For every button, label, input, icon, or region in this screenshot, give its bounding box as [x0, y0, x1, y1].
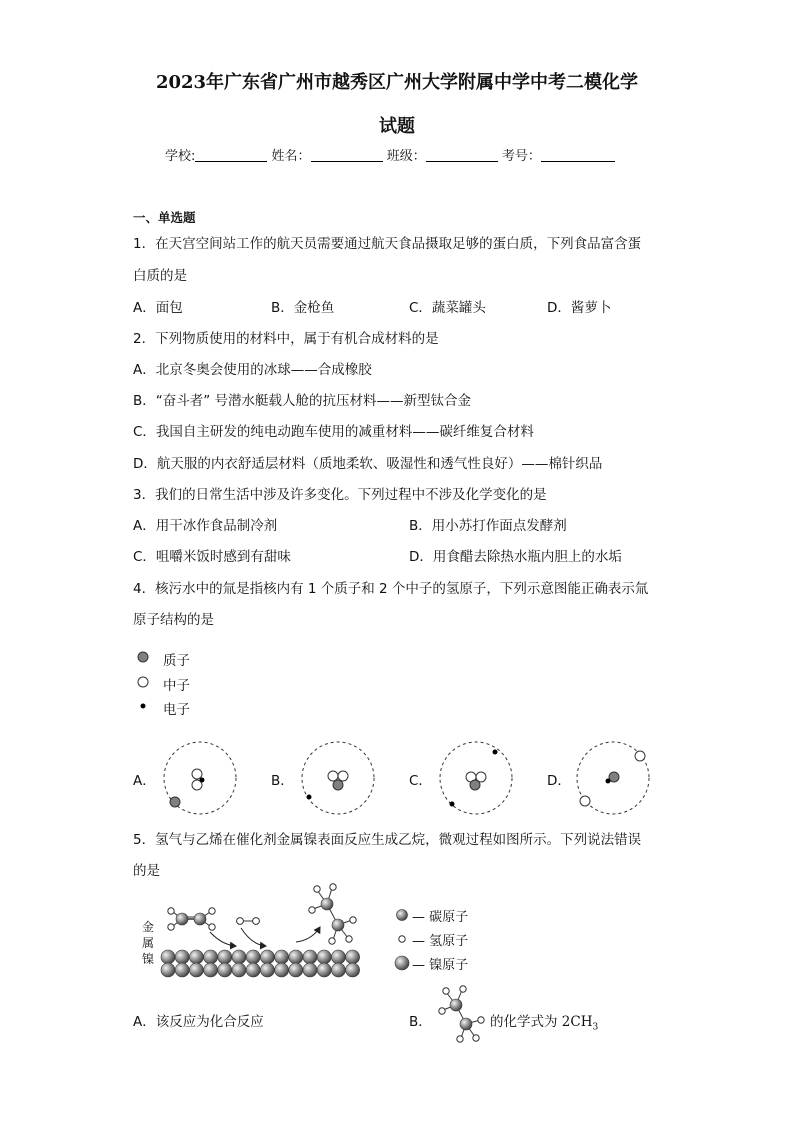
q1-stem-line1: 1．在天宫空间站工作的航天员需要通过航天食品摄取足够的蛋白质，下列食品富含蛋 [133, 236, 642, 252]
q4-option-c-label: C． [409, 773, 432, 789]
legend-hydrogen-label: — 氢原子 [412, 934, 469, 949]
hydrogen-atom-symbol [399, 936, 405, 942]
nickel-atom [260, 950, 274, 964]
nickel-atom [175, 950, 189, 964]
carbon-atom-symbol [397, 910, 408, 921]
nickel-atom [260, 963, 274, 977]
q3-option-d: D．用食醋去除热水瓶内胆上的水垢 [409, 549, 622, 565]
hydrogen-molecule [237, 918, 260, 925]
nickel-atom [331, 950, 345, 964]
q2-option-a: A．北京冬奥会使用的冰球——合成橡胶 [133, 362, 372, 378]
legend-carbon-label: — 碳原子 [412, 910, 469, 925]
nickel-atom [275, 963, 289, 977]
q1-option-b: B．金枪鱼 [271, 300, 335, 316]
q1-option-d: D．酱萝卜 [547, 300, 612, 316]
q3-stem: 3．我们的日常生活中涉及许多变化。下列过程中不涉及化学变化的是 [133, 487, 547, 503]
ethylene-molecule [168, 908, 215, 930]
q5-option-b-label: B． [409, 1014, 432, 1030]
nickel-atom [289, 950, 303, 964]
nickel-atom [189, 963, 203, 977]
nickel-atom [161, 963, 175, 977]
q3-option-a: A．用干冰作食品制冷剂 [133, 518, 278, 534]
nickel-atom [189, 950, 203, 964]
q2-stem: 2．下列物质使用的材料中，属于有机合成材料的是 [133, 331, 439, 347]
legend-neutron-label: 中子 [163, 678, 190, 694]
legend-nickel-label: — 镍原子 [412, 958, 469, 973]
nickel-atom [232, 950, 246, 964]
reaction-arrow [210, 932, 236, 946]
reaction-arrow [241, 928, 266, 946]
nickel-atom [317, 963, 331, 977]
q5-stem-line1: 5．氢气与乙烯在催化剂金属镍表面反应生成乙烷，微观过程如图所示。下列说法错误 [133, 832, 642, 848]
name-label: 姓名： [271, 149, 311, 164]
q4-option-d-label: D． [547, 773, 571, 789]
formula-subscript: 3 [592, 1022, 599, 1033]
nickel-atom [246, 963, 260, 977]
nickel-atom [232, 963, 246, 977]
q3-option-b: B．用小苏打作面点发酵剂 [409, 518, 567, 534]
nickel-atom [175, 963, 189, 977]
reaction-arrow [296, 927, 320, 942]
q2-option-c: C．我国自主研发的纯电动跑车使用的减重材料——碳纤维复合材料 [133, 424, 534, 440]
exam-number-label: 考号： [501, 149, 541, 164]
section-title: 一、单选题 [133, 210, 196, 225]
q1-option-c: C．蔬菜罐头 [409, 300, 486, 316]
q5-option-a: A．该反应为化合反应 [133, 1014, 264, 1030]
nickel-atom [218, 963, 232, 977]
document-title-line1: 2023年广东省广州市越秀区广州大学附属中学中考二模化学 [155, 72, 639, 93]
nickel-atom [289, 963, 303, 977]
ethane-molecule [309, 884, 356, 944]
q4-stem-line2: 原子结构的是 [133, 612, 214, 628]
q5-option-b-molecule-diagram [439, 986, 484, 1042]
legend-electron-label: 电子 [163, 702, 190, 718]
q5-stem-line2: 的是 [133, 863, 160, 879]
q4-option-b-label: B． [271, 773, 294, 789]
nickel-atom [331, 963, 345, 977]
nickel-atom [218, 950, 232, 964]
q1-option-a: A．面包 [133, 300, 183, 316]
nickel-atom [346, 963, 360, 977]
nickel-atom [275, 950, 289, 964]
nickel-atom [303, 963, 317, 977]
metal-nickel-label: 金 属 镍 [141, 920, 154, 966]
q4-option-a-label: A． [133, 773, 156, 789]
nickel-atom [161, 950, 175, 964]
nickel-atom [317, 950, 331, 964]
q2-option-b: B．“奋斗者” 号潜水艇载人舱的抗压材料——新型钛合金 [133, 393, 472, 409]
nickel-atom [346, 950, 360, 964]
school-label: 学校: [165, 149, 196, 164]
q3-option-c: C．咀嚼米饭时感到有甜味 [133, 549, 291, 565]
nickel-atom-symbol [395, 956, 409, 970]
q5-option-b-text: 的化学式为 $2CH_3$ [490, 1014, 599, 1033]
nickel-atom [303, 950, 317, 964]
q4-stem-line1: 4．核污水中的氚是指核内有 1 个质子和 2 个中子的氢原子，下列示意图能正确表示氚 [133, 581, 649, 597]
nickel-atom [246, 950, 260, 964]
nickel-atom [204, 963, 218, 977]
q1-stem-line2: 白质的是 [133, 268, 187, 284]
legend-proton-label: 质子 [163, 653, 190, 669]
nickel-atom [204, 950, 218, 964]
document-title-line2: 试题 [379, 116, 415, 137]
nickel-surface [161, 950, 360, 977]
class-label: 班级： [386, 149, 426, 164]
q2-option-d: D．航天服的内衣舒适层材料（质地柔软、吸湿性和透气性良好）——棉针织品 [133, 456, 603, 472]
